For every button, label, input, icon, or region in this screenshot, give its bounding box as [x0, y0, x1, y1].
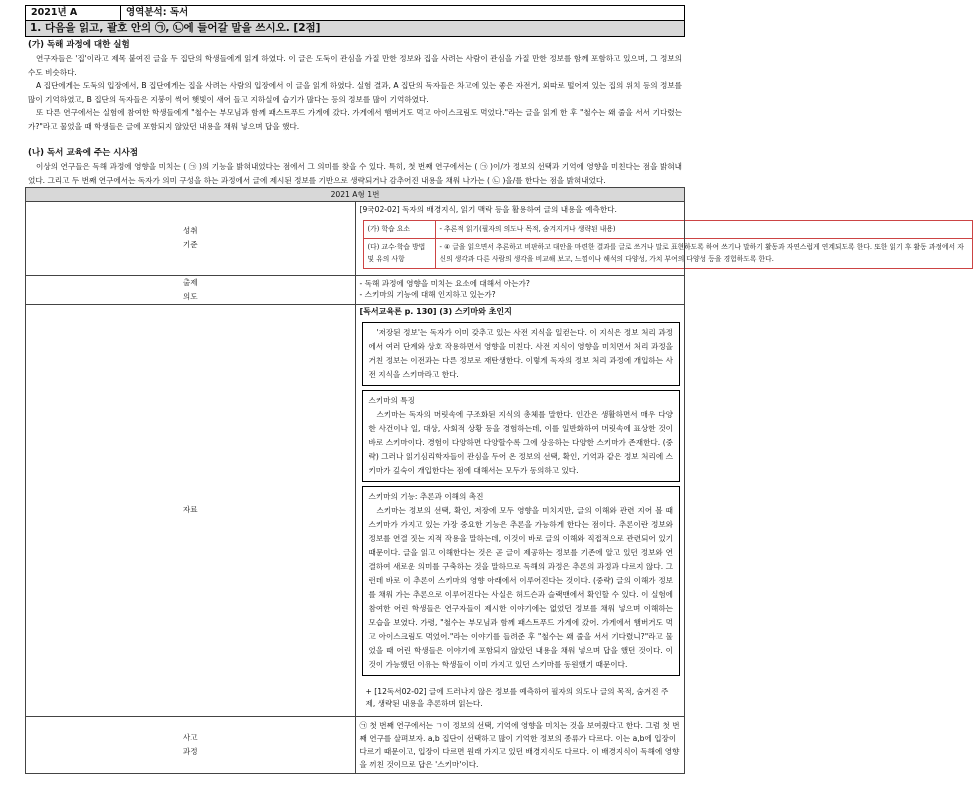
- section-ga-p1: 연구자들은 '집'이라고 제목 붙여진 글을 두 집단의 학생들에게 읽게 하였다. 이 글은 도둑이 관심을 가질 만한 정보와 집을 사려는 사람이 관심을 가질 만한 정보를 함께 포함하고 있으며, 그 정보의 수도 비슷하다.: [28, 54, 682, 77]
- thinking-text: ㉠ 첫 번째 연구에서는 ㄱ이 정보의 선택, 기억에 영향을 미치는 것을 보여줬다고 한다. 그럼 첫 번째 연구를 살펴보자. a,b 집단이 선택하고 많이 기억한 정보의 종류가 다르다. 이는 a,b에 입장이 다르기 때문이고, 입장이 다르면 원래 가지고 있던 배경지식도 다르다. 이 배경지식이 독해에 영향을 끼친 것이므로 답은 '스키마'이다.: [355, 716, 685, 773]
- inner-right-1: - 추론적 읽기(필자의 의도나 목적, 숨겨지거나 생략된 내용): [435, 221, 972, 239]
- standard-inner-table: [363, 220, 973, 269]
- standard-label: 성취 기준: [26, 202, 356, 275]
- plus-note: + [12독서02-02] 글에 드러나지 않은 정보를 예측하여 필자의 의도나 글의 목적, 숨겨진 주제, 생략된 내용을 추론하며 읽는다.: [365, 687, 669, 708]
- passage: [25, 39, 685, 187]
- resource-cell: [355, 304, 685, 716]
- resource-box-1-text: '저장된 정보'는 독자가 이미 갖추고 있는 사전 지식을 일컫는다. 이 지식은 정보 처리 과정에서 여러 단계와 상호 작용하면서 영향을 미친다. 사전 지식이 영향을 미치면서 처리 과정을 거친 정보는 이전과는 다른 정보로 재탄생한다. 이렇게 독자의 정보 처리 과정에 개입하는 사전 지식을 스키마라고 한다.: [368, 328, 673, 379]
- resource-box-2: [362, 390, 681, 482]
- standard-code: [9국02-02] 독자의 배경지식, 읽기 맥락 등을 활용하여 글의 내용을 예측한다.: [359, 205, 617, 215]
- intent-cell: [355, 275, 685, 304]
- header-year: 2021년 A: [26, 6, 121, 20]
- resource-box-3-title: 스키마의 기능: 추론과 이해의 촉진: [368, 492, 484, 501]
- page: [25, 5, 964, 774]
- resource-label: 자료: [26, 304, 356, 716]
- inner-right-2: - ④ 글을 읽으면서 추론하고 비판하고 대안을 마련한 결과를 글로 쓰거나 말로 표현하도록 하여 쓰기나 말하기 활동과 자연스럽게 연계되도록 한다. 또한 읽기 후 활동 과정에서 자신의 생각과 다른 사람의 생각을 비교해 보고, 느낌이나 해석의 다양성, 가치 부여의 다양성 등을 경험하도록 한다.: [435, 238, 972, 268]
- intent-1: - 독해 과정에 영향을 미치는 요소에 대해서 아는가?: [359, 278, 530, 288]
- inner-left-1: (가) 학습 요소: [363, 221, 435, 239]
- section-ga-p2: A 집단에게는 도둑의 입장에서, B 집단에게는 집을 사려는 사람의 입장에서 이 글을 읽게 하였다. 실험 결과, A 집단의 독자들은 차고에 있는 좋은 자전거, 외따로 떨어져 있는 집의 위치 등의 정보를 많이 기억하였고, B 집단의 독자들은 지붕이 썩어 햇빛이 새어 들고 지하실에 습기가 많다는 등의 정보를 많이 기억하였다.: [28, 81, 682, 104]
- section-na-p1: 이상의 연구들은 독해 과정에 영향을 미치는 ( ㉠ )의 기능을 밝혀내었다는 점에서 그 의미를 찾을 수 있다. 특히, 첫 번째 연구에서는 ( ㉠ )이/가 정보의 선택과 기억에 영향을 미친다는 점을 밝혀내었다. 그리고 두 번째 연구에서는 독자가 의미 구성을 하는 과정에서 글에 제시된 정보를 기반으로 생략되거나 감추어진 내용을 채워 나가는 ( ㉡ )을/를 한다는 점을 밝혀내었다.: [28, 162, 682, 185]
- inner-left-2: (다) 교수·학습 방법 및 유의 사항: [363, 238, 435, 268]
- resource-box-1: [362, 322, 681, 386]
- question-title: 1. 다음을 읽고, 괄호 안의 ㉠, ㉡에 들어갈 말을 쓰시오. [2점]: [25, 20, 685, 37]
- year-type: 2021 A형 1번: [26, 188, 685, 202]
- standard-cell: [355, 202, 964, 275]
- thinking-label: 사고 과정: [26, 716, 356, 773]
- resource-box-3-text: 스키마는 정보의 선택, 확인, 저장에 모두 영향을 미치지만, 글의 이해와 관련 지어 볼 때 스키마가 가지고 있는 가장 중요한 기능은 추론을 가능하게 한다는 점이다. 추론이란 정보와 정보를 연결 짓는 지적 작용을 말하는데, 이것이 바로 글의 이해와 직접적으로 관련되어 있기 때문이다. 글을 읽고 이해한다는 것은 곧 글이 제공하는 정보를 기존에 알고 있던 정보와 연결하여 새로운 의미를 구축하는 것을 말하므로 독해의 과정은 추론의 과정과 다르지 않다. 그런데 바로 이 추론이 스키마의 영향 아래에서 이루어진다는 것이다. (중략) 글의 이해가 정보를 채워 가는 추론으로 이루어진다는 사실은 허드슨과 슬랙맨에서 확인할 수 있다. 이 실험에 참여한 어린 학생들은 연구자들이 제시한 이야기에는 없었던 정보를 채워 넣으며 이해하는 모습을 보였다. 가령, "철수는 부모님과 함께 패스트푸드 가게에 갔어. 가게에서 햄버거도 먹고 아이스크림도 먹었어."라는 이야기를 들려준 후 "철수는 왜 줄을 서서 기다렸니?"라고 물었을 때 어린 학생들은 이야기에 포함되지 않았던 내용을 채워 넣으며 답을 했던 것이다. 이것이 가능했던 이유는 학생들이 이미 가지고 있던 스키마를 동원했기 때문이다.: [368, 506, 673, 669]
- intent-label: 출제 의도: [26, 275, 356, 304]
- section-ga-p3: 또 다른 연구에서는 실험에 참여한 학생들에게 "철수는 부모님과 함께 패스트푸드 가게에 갔다. 가게에서 햄버거도 먹고 아이스크림도 먹었다."라는 글을 읽게 한 후 "철수는 왜 줄을 서서 기다렸는가?"라고 물었을 때 학생들은 글에 포함되지 않았던 내용을 채워 넣으며 답을 했다.: [28, 108, 682, 131]
- resource-box-2-title: 스키마의 특징: [368, 396, 415, 405]
- intent-2: - 스키마의 기능에 대해 인지하고 있는가?: [359, 290, 496, 300]
- header-bar: [25, 5, 685, 20]
- section-ga-title: (가) 독해 과정에 대한 실험: [28, 40, 130, 50]
- resource-box-3: [362, 486, 681, 676]
- resource-title: [독서교육론 p. 130] (3) 스키마와 초인지: [359, 306, 512, 316]
- header-area: 영역분석: 독서: [126, 7, 189, 18]
- analysis-table: [25, 187, 964, 773]
- resource-box-2-text: 스키마는 독자의 머릿속에 구조화된 지식의 총체를 말한다. 인간은 생활하면서 매우 다양한 사건이나 일, 대상, 사회적 상황 등을 경험하는데, 이를 일반화하여 머릿속에 표상한 것이 바로 스키마이다. 경험이 다양하면 다양할수록 그에 상응하는 다양한 스키마가 존재한다. (중략) 그러나 읽기심리학자들이 관심을 두어 온 정보의 선택, 확인, 기억과 같은 정보 처리에 스키마가 깊숙이 개입한다는 점에 대해서는 모두가 동의하고 있다.: [368, 410, 673, 475]
- section-na-title: (나) 독서 교육에 주는 시사점: [28, 148, 138, 159]
